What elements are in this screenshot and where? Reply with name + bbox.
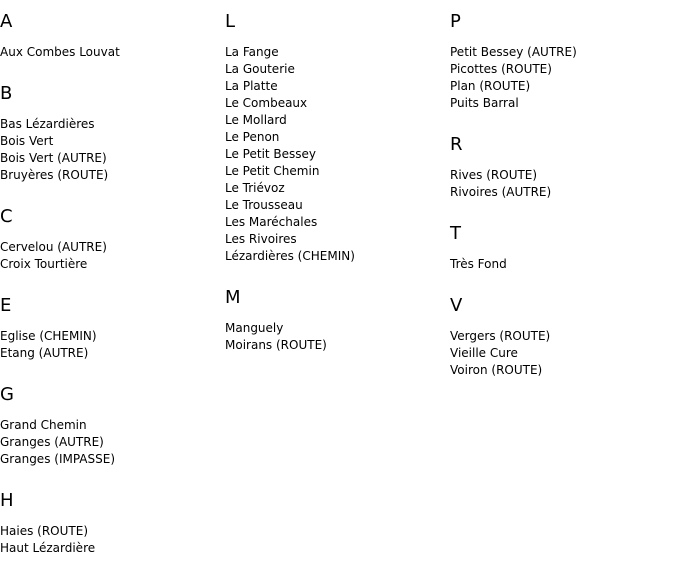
street-link[interactable]: Rives (ROUTE): [450, 168, 538, 182]
street-link[interactable]: Le Trousseau: [225, 198, 303, 212]
street-link[interactable]: La Platte: [225, 79, 278, 93]
street-link[interactable]: Plan (ROUTE): [450, 79, 531, 93]
index-column-2: [225, 10, 445, 375]
letter-group: [0, 489, 220, 557]
street-link[interactable]: Le Petit Bessey: [225, 147, 317, 161]
street-link[interactable]: Le Combeaux: [225, 96, 308, 110]
letter-group: [0, 383, 220, 468]
street-link[interactable]: Eglise (CHEMIN): [0, 329, 97, 343]
street-link[interactable]: Le Triévoz: [225, 181, 285, 195]
street-list: [0, 417, 220, 468]
street-list: [0, 116, 220, 184]
street-link[interactable]: Manguely: [225, 321, 284, 335]
street-link[interactable]: Granges (AUTRE): [0, 435, 104, 449]
letter-group: [225, 286, 445, 354]
letter-heading: B: [0, 83, 13, 104]
letter-heading: V: [450, 295, 463, 316]
street-list: [0, 239, 220, 273]
letter-heading: T: [450, 223, 461, 244]
street-list: [450, 256, 670, 273]
street-link[interactable]: Très Fond: [450, 257, 507, 271]
street-link[interactable]: Petit Bessey (AUTRE): [450, 45, 577, 59]
letter-group: [450, 10, 670, 112]
street-list: [0, 523, 220, 557]
street-list: [450, 44, 670, 112]
street-list: [450, 167, 670, 201]
letter-group: [0, 10, 220, 61]
street-link[interactable]: Bas Lézardières: [0, 117, 95, 131]
street-link[interactable]: Le Penon: [225, 130, 280, 144]
street-link[interactable]: Haies (ROUTE): [0, 524, 89, 538]
letter-group: [450, 294, 670, 379]
street-list: [450, 328, 670, 379]
street-link[interactable]: Moirans (ROUTE): [225, 338, 327, 352]
street-list: [225, 320, 445, 354]
street-link[interactable]: Rivoires (AUTRE): [450, 185, 552, 199]
street-link[interactable]: Croix Tourtière: [0, 257, 88, 271]
letter-heading: R: [450, 134, 463, 155]
street-link[interactable]: Picottes (ROUTE): [450, 62, 552, 76]
letter-group: [0, 205, 220, 273]
street-link[interactable]: Cervelou (AUTRE): [0, 240, 107, 254]
street-list: [225, 44, 445, 265]
street-link[interactable]: Grand Chemin: [0, 418, 87, 432]
street-link[interactable]: Vieille Cure: [450, 346, 518, 360]
index-column-1: [0, 10, 220, 578]
street-link[interactable]: Lézardières (CHEMIN): [225, 249, 355, 263]
letter-heading: H: [0, 490, 14, 511]
letter-group: [0, 294, 220, 362]
street-link[interactable]: Haut Lézardière: [0, 541, 96, 555]
letter-heading: A: [0, 11, 13, 32]
street-link[interactable]: Vergers (ROUTE): [450, 329, 551, 343]
street-link[interactable]: Bruyères (ROUTE): [0, 168, 109, 182]
letter-group: [450, 133, 670, 201]
street-link[interactable]: Voiron (ROUTE): [450, 363, 543, 377]
letter-group: [450, 222, 670, 273]
letter-heading: G: [0, 384, 14, 405]
letter-heading: E: [0, 295, 12, 316]
street-link[interactable]: La Fange: [225, 45, 279, 59]
letter-group: [0, 82, 220, 184]
letter-heading: L: [225, 11, 236, 32]
street-link[interactable]: Bois Vert: [0, 134, 54, 148]
street-link[interactable]: La Gouterie: [225, 62, 295, 76]
letter-group: [225, 10, 445, 265]
street-link[interactable]: Aux Combes Louvat: [0, 45, 120, 59]
street-list: [0, 328, 220, 362]
letter-heading: M: [225, 287, 241, 308]
letter-heading: P: [450, 11, 461, 32]
street-link[interactable]: Le Mollard: [225, 113, 287, 127]
street-link[interactable]: Puits Barral: [450, 96, 519, 110]
street-link[interactable]: Granges (IMPASSE): [0, 452, 116, 466]
street-link[interactable]: Le Petit Chemin: [225, 164, 320, 178]
street-link[interactable]: Les Maréchales: [225, 215, 318, 229]
index-column-3: [450, 10, 670, 400]
letter-heading: C: [0, 206, 13, 227]
street-link[interactable]: Etang (AUTRE): [0, 346, 89, 360]
street-list: [0, 44, 220, 61]
street-link[interactable]: Les Rivoires: [225, 232, 297, 246]
street-link[interactable]: Bois Vert (AUTRE): [0, 151, 107, 165]
